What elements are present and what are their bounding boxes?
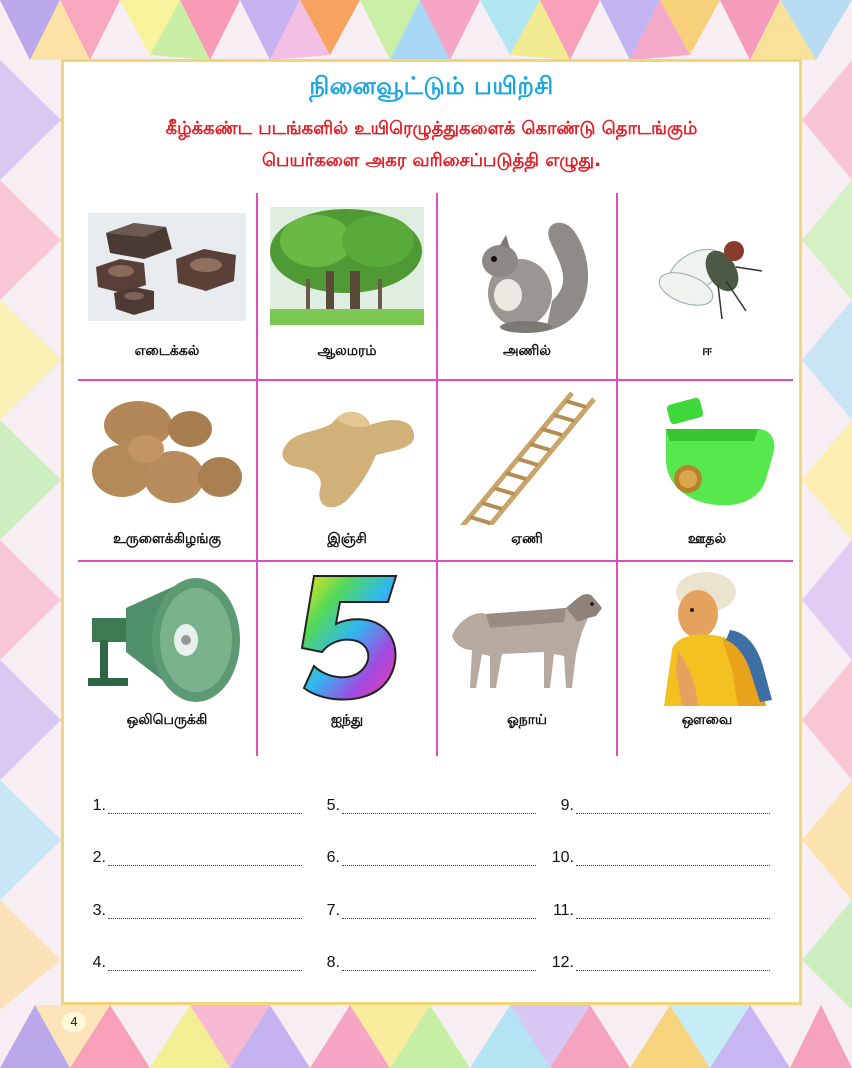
item-label: எடைக்கல் — [134, 343, 200, 359]
answer-row[interactable] — [88, 954, 302, 978]
answer-number: 5. — [326, 797, 340, 814]
grid-cell — [618, 381, 796, 567]
answer-number: 11. — [552, 902, 574, 919]
answer-row[interactable] — [552, 902, 770, 926]
avvaiyar-icon — [626, 570, 788, 706]
number-five-icon — [266, 570, 428, 706]
item-label: உருளைக்கிழங்கு — [113, 531, 221, 547]
grid-cell — [78, 193, 256, 379]
answer-blank[interactable] — [576, 849, 770, 866]
item-label: ஔவை — [681, 712, 733, 728]
answer-blank[interactable] — [108, 902, 302, 919]
grid-cell — [258, 562, 436, 748]
fly-icon — [626, 201, 788, 337]
item-label: அணில் — [502, 343, 551, 359]
grid-cell — [438, 381, 616, 567]
answer-number: 10. — [551, 849, 574, 866]
answer-row[interactable] — [551, 849, 770, 873]
item-label: இஞ்சி — [327, 531, 367, 547]
worksheet-panel — [61, 59, 802, 1005]
answer-blank[interactable] — [342, 902, 536, 919]
answer-blank[interactable] — [108, 797, 302, 814]
wolf-icon — [446, 570, 608, 706]
answer-number: 6. — [326, 849, 340, 866]
answer-row[interactable] — [88, 849, 302, 873]
answer-row[interactable] — [556, 797, 770, 821]
answer-number: 2. — [92, 849, 106, 866]
answer-number: 9. — [560, 797, 574, 814]
grid-cell — [78, 381, 256, 567]
item-label: ஏணி — [511, 531, 543, 547]
answer-row[interactable] — [88, 902, 302, 926]
page-title: நினைவூட்டும் பயிற்சி — [309, 72, 554, 100]
answer-row[interactable] — [551, 954, 770, 978]
answer-blank[interactable] — [342, 797, 536, 814]
page-number: 4 — [62, 1012, 86, 1032]
grid-cell — [258, 193, 436, 379]
grid-cell — [618, 193, 796, 379]
answer-number: 3. — [92, 902, 106, 919]
answer-row[interactable] — [322, 797, 536, 821]
grid-cell — [438, 562, 616, 748]
answer-blank[interactable] — [342, 849, 536, 866]
answer-number: 12. — [551, 954, 574, 971]
item-label: ஊதல் — [687, 531, 727, 547]
picture-grid — [78, 193, 793, 756]
answer-number: 7. — [326, 902, 340, 919]
grid-cell — [78, 562, 256, 748]
item-label: ஓநாய் — [506, 712, 548, 728]
instruction-line-1: கீழ்க்கண்ட படங்களில் உயிரெழுத்துகளைக் கொண்டு தொடங்கும் — [165, 118, 698, 139]
answer-number: 8. — [326, 954, 340, 971]
grid-cell — [438, 193, 616, 379]
item-label: ஈ — [702, 343, 712, 359]
potatoes-icon — [86, 389, 248, 525]
item-label: ஒலிபெருக்கி — [126, 712, 208, 728]
weights-icon — [86, 201, 248, 337]
answer-row[interactable] — [322, 954, 536, 978]
ginger-icon — [266, 389, 428, 525]
answer-lines — [88, 797, 788, 997]
answer-row[interactable] — [322, 902, 536, 926]
squirrel-icon — [446, 201, 608, 337]
item-label: ஆலமரம் — [317, 343, 377, 359]
answer-number: 4. — [92, 954, 106, 971]
instruction-line-2: பெயர்களை அகர வரிசைப்படுத்தி எழுது. — [262, 150, 601, 171]
answer-blank[interactable] — [576, 902, 770, 919]
banyan-tree-icon — [266, 201, 428, 337]
answer-blank[interactable] — [576, 954, 770, 971]
ladder-icon — [446, 389, 608, 525]
item-label: ஐந்து — [330, 712, 364, 728]
answer-blank[interactable] — [576, 797, 770, 814]
grid-cell — [618, 562, 796, 748]
answer-row[interactable] — [322, 849, 536, 873]
answer-blank[interactable] — [108, 849, 302, 866]
answer-blank[interactable] — [108, 954, 302, 971]
grid-cell — [258, 381, 436, 567]
answer-row[interactable] — [88, 797, 302, 821]
whistle-icon — [626, 389, 788, 525]
answer-number: 1. — [92, 797, 106, 814]
loudspeaker-icon — [86, 570, 248, 706]
answer-blank[interactable] — [342, 954, 536, 971]
